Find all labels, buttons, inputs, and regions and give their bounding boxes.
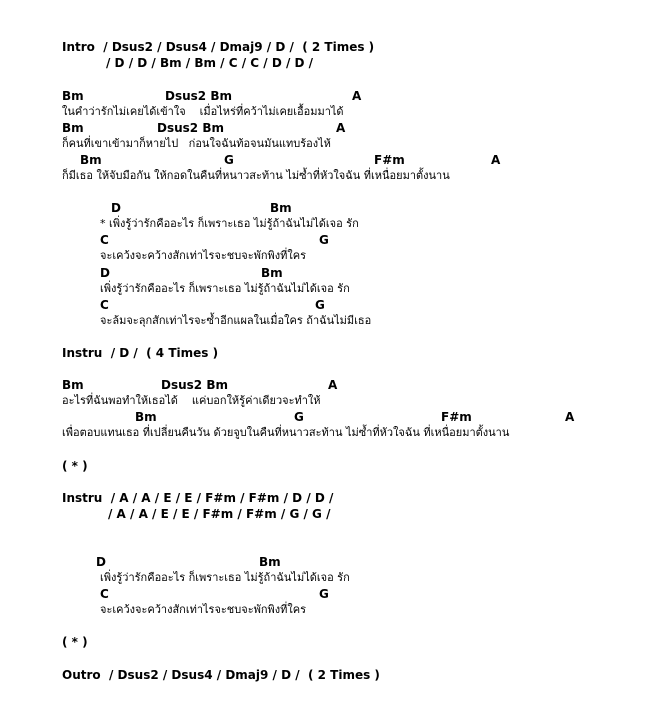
chord: Bm (261, 266, 283, 280)
lyric-line: เพื่อตอบแทนเธอ ที่เปลี่ยนคืนวัน ด้วยจูบในคืนที่หนาวสะท้าน ไม่ซ้ำที่หัวใจฉัน ที่เหนื่อยมาตั้งนาน (62, 426, 510, 439)
chord: G (315, 298, 325, 312)
repeat-marker: ( * ) (62, 635, 88, 649)
chord: D (100, 266, 110, 280)
outro-line: Outro / Dsus2 / Dsus4 / Dmaj9 / D / ( 2 Times ) (62, 668, 380, 682)
chord: Dsus2 Bm (157, 121, 224, 135)
chord: Bm (62, 89, 84, 103)
lyric-line: ก็มีเธอ ให้จับมือกัน ให้กอดในคืนที่หนาวสะท้าน ไม่ซ้ำที่หัวใจฉัน ที่เหนื่อยมาตั้งนาน (62, 169, 450, 182)
lyric-line: ในคำว่ารักไม่เคยได้เข้าใจ เมื่อไหร่ที่คว้าไม่เคยเอื้อมมาได้ (62, 105, 344, 118)
chord: A (352, 89, 362, 103)
chord: A (328, 378, 338, 392)
chord: Dsus2 Bm (165, 89, 232, 103)
chord: F#m (374, 153, 405, 167)
lyric-line: จะเคว้งจะคว้างสักเท่าไรจะชบจะพักพิงที่ใคร (100, 249, 307, 262)
instru-line: / A / A / E / E / F#m / F#m / G / G / (108, 507, 331, 521)
chord: Bm (259, 555, 281, 569)
chord: D (111, 201, 121, 215)
intro-line-2: / D / D / Bm / Bm / C / C / D / D / (106, 56, 314, 70)
chord: A (336, 121, 346, 135)
lyric-line: เพิ่งรู้ว่ารักคืออะไร ก็เพราะเธอ ไม่รู้ถ้าฉันไม่ได้เจอ รัก (100, 282, 350, 295)
lyric-line: จะเคว้งจะคว้างสักเท่าไรจะชบจะพักพิงที่ใคร (100, 603, 307, 616)
chord: A (565, 410, 575, 424)
lyric-line: เพิ่งรู้ว่ารักคืออะไร ก็เพราะเธอ ไม่รู้ถ้าฉันไม่ได้เจอ รัก (100, 571, 350, 584)
chord: G (224, 153, 234, 167)
chord: F#m (441, 410, 472, 424)
lyric-line: * เพิ่งรู้ว่ารักคืออะไร ก็เพราะเธอ ไม่รู้ถ้าฉันไม่ได้เจอ รัก (100, 217, 359, 230)
chord: C (100, 298, 109, 312)
chord: Bm (62, 378, 84, 392)
repeat-marker: ( * ) (62, 459, 88, 473)
chord: C (100, 233, 109, 247)
chord: A (491, 153, 501, 167)
chord: Bm (62, 121, 84, 135)
intro-line-1: Intro / Dsus2 / Dsus4 / Dmaj9 / D / ( 2 Times ) (62, 40, 375, 54)
chord: C (100, 587, 109, 601)
lyric-line: อะไรที่ฉันพอทำให้เธอได้ แค่บอกให้รู้ค่าเดียวจะทำให้ (62, 394, 321, 407)
lyric-line: ก็คนที่เขาเข้ามาก็หายไป ก่อนใจฉันท้อจนมันแทบร้องไห้ (62, 137, 331, 150)
instru-line: Instru / A / A / E / E / F#m / F#m / D / D / (62, 491, 334, 505)
chord: G (319, 233, 329, 247)
chord: Bm (270, 201, 292, 215)
chord: D (96, 555, 106, 569)
chord: G (319, 587, 329, 601)
lyric-line: จะล้มจะลุกสักเท่าไรจะซ้ำอีกแผลในเมื่อใคร ถ้าฉันไม่มีเธอ (100, 314, 372, 327)
instru-line: Instru / D / ( 4 Times ) (62, 346, 219, 360)
chord: Bm (80, 153, 102, 167)
chord: Bm (135, 410, 157, 424)
chord: G (294, 410, 304, 424)
chord: Dsus2 Bm (161, 378, 228, 392)
